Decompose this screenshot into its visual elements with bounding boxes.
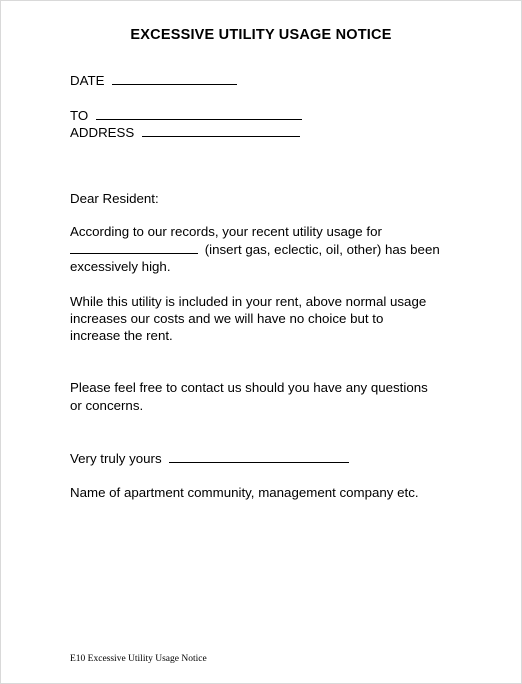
to-row xyxy=(70,107,302,124)
address-label: ADDRESS xyxy=(70,125,135,140)
closing-row xyxy=(70,450,349,467)
date-row xyxy=(70,72,237,89)
date-label: DATE xyxy=(70,73,105,88)
paragraph1-line2-text: (insert gas, eclectic, oil, other) has been xyxy=(204,242,440,257)
date-blank[interactable] xyxy=(112,73,237,85)
to-label: TO xyxy=(70,108,89,123)
paragraph1-line2 xyxy=(70,241,440,258)
paragraph3-line2: or concerns. xyxy=(70,398,144,413)
paragraph2-line3: increase the rent. xyxy=(70,328,173,343)
paragraph3-line1: Please feel free to contact us should you have any questions xyxy=(70,380,428,395)
document-title: EXCESSIVE UTILITY USAGE NOTICE xyxy=(130,27,392,43)
paragraph1-line3: excessively high. xyxy=(70,259,171,274)
signature-name: Name of apartment community, management company etc. xyxy=(70,485,419,500)
salutation: Dear Resident: xyxy=(70,191,159,206)
utility-type-blank[interactable] xyxy=(70,242,198,254)
paragraph2-line1: While this utility is included in your rent, above normal usage xyxy=(70,294,427,309)
closing-text: Very truly yours xyxy=(70,451,162,466)
signature-blank[interactable] xyxy=(169,451,349,463)
paragraph1-line1: According to our records, your recent utility usage for xyxy=(70,224,382,239)
address-blank[interactable] xyxy=(142,125,300,137)
footer-text: E10 Excessive Utility Usage Notice xyxy=(70,654,207,664)
paragraph2-line2: increases our costs and we will have no choice but to xyxy=(70,311,384,326)
address-row xyxy=(70,124,300,141)
to-blank[interactable] xyxy=(96,108,302,120)
